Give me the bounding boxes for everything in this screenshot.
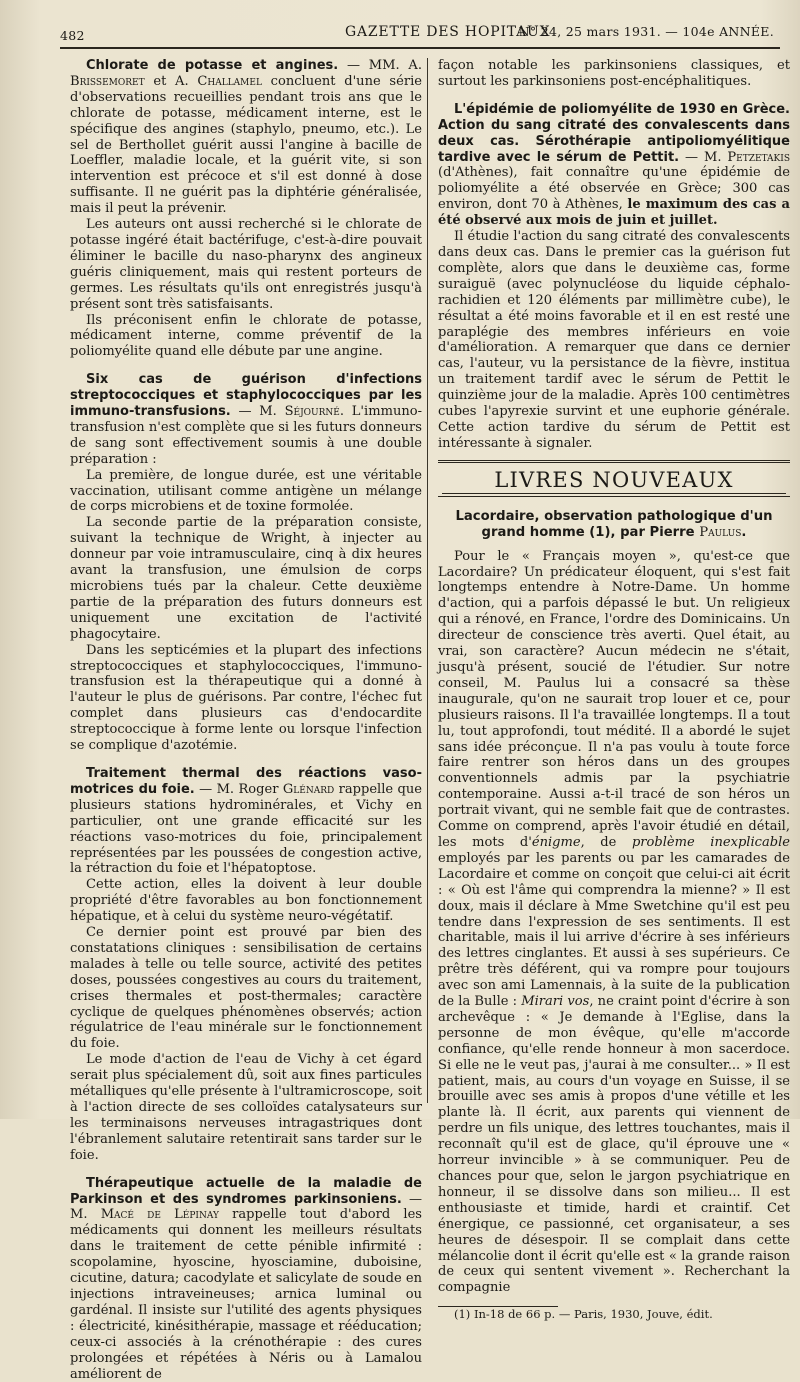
book-author: Paulus [699,524,742,540]
article-dash: — M. [70,1191,423,1223]
journal-title: GAZETTE DES HOPITAUX [345,24,551,40]
article-paragraph: . L'immuno-transfusion n'est complète que si les futurs donneurs de sang sont effectivement soumis à une double préparation : [70,404,423,467]
article-title: Chlorate de potasse et angines. [86,58,339,73]
book-title [438,509,790,541]
article-dash: — M. Roger [194,781,283,797]
article-author: Macé de Lépinay [100,1207,219,1223]
article-paragraph: façon notable les parkinsoniens classiques, et surtout les parkinsoniens post-encéphalitiques. [438,58,790,89]
issue-info: N° 24, 25 mars 1931. — 104e ANNÉE. [518,24,774,39]
article-title: Thérapeutique actuelle de la maladie de Parkinson et des syndromes parkinsoniens. [70,1175,422,1207]
article-paragraph: Ils préconisent enfin le chlorate de potasse, médicament interne, comme préventif de la poliomyélite quand elle débute par une angine. [70,312,422,360]
article-paragraph: La première, de longue durée, est une véritable vaccination, utilisant comme antigène un mélange de corps microbiens et de toxine formolée. [70,467,422,515]
article-paragraph: (d'Athènes), fait connaître qu'une épidémie de poliomyélite a été observée en Grèce; 300 cas environ, dont 70 à Athènes, [438,165,790,213]
article-parkinson [70,1176,422,1382]
column-divider [427,58,428,1103]
left-column [70,58,423,1382]
article-paragraph: Les auteurs ont aussi recherché si le chlorate de potasse ingéré était bactérifuge, c'est-à-dire pouvait éliminer le bacille du naso-pharynx des angineux guéris cliniquement, mais qui restent porteurs de germes. Les résultats qu'ils ont enregistrés jusqu'à présent sont très satisfaisants. [70,217,422,312]
article-paragraph: rappelle tout d'abord les médicaments qui donnent les meilleurs résultats dans le traitement de cette pénible infirmité : scopolamine, hyoscine, hyosciamine, duboisine, cicutine, datura; cacodylate et salicylate de soude en injections intraveineuses; arnica luminal ou gardénal. Il insiste sur l'utilité des agents physiques : électricité, kinésithérapie, massage et rééducation; ceux-ci associés à la crénothérapie : des cures prolongées et répétées à Néris ou à Lamalou améliorent de [70,1207,422,1382]
review-text: Pour le « Français moyen », qu'est-ce que Lacordaire? Un prédicateur éloquent, qui s'est fait longtemps entendre à Notre-Dame. Un homme d'action, qui a parfois dépassé le but. Un religieux qui a rénové, en France, l'ordre des Dominicains. Un directeur de conscience très averti. Quel était, au vrai, son caractère? Aucun médecin ne s'était, jusqu'à présent, soucié de l'étudier. Sur notre conseil, M. Paulus lui a consacré sa thèse inaugurale, qu'on ne saurait trop louer et ce, pour plusieurs raisons. Il l'a travaillée longtemps. Il a tout lu, tout approfondi, tout médité. Il a abordé le sujet sans idée préconçue. Il n'a pas voulu à toute force faire rentrer son héros dans un des groupes conventionnels admis par la psychiatrie contemporaine. Aussi a-t-il tracé de son héros un portrait vivant, qui ne semble fait que de contrastes. Comme on comprend, après l'avoir étudié en détail, les mots d' [438,548,790,850]
right-column [438,58,790,1322]
book-title-end: . [741,524,747,540]
article-chlorate [70,58,422,360]
article-dash: — M. [679,149,728,165]
article-dash: — MM. [338,58,409,73]
article-paragraph: Cette action, elles la doivent à leur double propriété d'être favorables au bon fonctionnement hépatique, et à celui du système neuro-végétatif. [70,877,422,925]
article-paragraph: La seconde partie de la préparation consiste, suivant la technique de Wright, à injecter au donneur par voie intramusculaire, cinq à dix heures avant la transfusion, une émulsion de corps microbiens tués par la chaleur. Cette deuxième partie de la préparation des futurs donneurs est uniquement une excitation de l'activité phagocytaire. [70,515,422,642]
article-author: Séjourné [284,404,340,420]
article-paragraph: concluent d'une série d'observations recueillies pendant trois ans que le chlorate de potasse, médicament interne, est le spécifique des angines (staphylo, pneumo, etc.). Le sel de Berthollet guérit aussi l'angine à bacille de Loeffler, maladie locale, et la guérit vite, si son intervention est précoce et s'il est donné à dose suffisante. Il ne guérit pas la diphtérie généralisée, mais il peut la prévenir. [70,73,422,217]
article-title: Traitement thermal des réactions vaso-motrices du foie. [70,765,422,797]
article-and: et A. [144,73,198,89]
footnote: (1) In-18 de 66 p. — Paris, 1930, Jouve, édit. [454,1307,713,1322]
article-paragraph: Dans les septicémies et la plupart des infections streptococciques et staphylococciques, l'immuno-transfusion est la thérapeutique qui a donné à l'auteur le plus de guérisons. Par contre, l'échec fut complet dans plusieurs cas d'endocardite streptococcique à forme lente ou lorsque l'infection se complique d'azotémie. [70,642,422,754]
article-author: A. Brissemoret [70,58,422,89]
review-text: , de [580,834,632,850]
review-italic: Mirari vos [521,994,590,1010]
review-italic: énigme [531,834,581,850]
article-paragraph: rappelle que plusieurs stations hydrominérales, et Vichy en particulier, ont une grande efficacité sur les réactions vaso-motrices du foie, principalement représentées par les poussées de congestion active, la rétraction du foie et l'hépatoptose. [70,781,422,877]
article-title: L'épidémie de poliomyélite de 1930 en Grèce. Action du sang citraté des convalescents dans deux cas. Sérothérapie antipoliomyélitique tardive avec le sérum de Pettit. [438,101,790,165]
article-poliomyelitis [438,102,790,452]
article-emphasis: le maximum des cas a été observé aux mois de juin et juillet. [438,197,790,229]
page-header [60,24,780,46]
article-immuno-transfusion [70,372,422,754]
article-author: Glénard [282,781,335,797]
article-author: Petzetakis [727,149,790,165]
article-paragraph: Il étudie l'action du sang citraté des convalescents dans deux cas. Dans le premier cas la guérison fut complète, alors que dans le deuxième cas, forme suraiguë (avec polynucléose du liquide céphalo-rachidien et 120 éléments par millimètre cube), le résultat a été moins favorable et il en est resté une paraplégie des membres inférieurs en voie d'amélioration. A remarquer que dans ce dernier cas, l'auteur, vu la persistance de la fièvre, institua un traitement tardif avec le sérum de Pettit le quinzième jour de la maladie. Après 100 centimètres cubes l'apyrexie survint et une euphorie générale. Cette action tardive du sérum de Pettit est intéressante à signaler. [438,229,790,451]
article-paragraph: Ce dernier point est prouvé par bien des constatations cliniques : sensibilisation de certains malades à telle ou telle source, activité des petites doses, poussées congestives au cours du traitement, crises thermales et post-thermales; caractère cyclique de quelques phénomènes observés; action régulatrice de l'eau minérale sur le fonctionnement du foie. [70,925,422,1052]
section-rule [438,496,790,497]
page-number: 482 [60,28,85,43]
article-paragraph: Le mode d'action de l'eau de Vichy à cet égard serait plus spécialement dû, soit aux fines particules métalliques qu'elle présente à l'ultramicroscope, soit à l'action directe de ses colloïdes catalysateurs sur les terminaisons nerveuses intragastriques dont l'ébranlement salutaire retentirait sans tarder sur le foie. [70,1052,422,1163]
review-text: employés par les parents ou par les camarades de Lacordaire et comme on conçoit que celui-ci ait écrit : « Où est l'âme qui comprendra la mienne? » Il est doux, mais il déclare à Mme Swetchine qu'il est peu tendre dans l'expression de ses sentiments. Il est charitable, mais il lui arrive d'écrire à ses inférieurs des lettres cinglantes. Et aussi à ses supérieurs. Ce prêtre très déférent, qui va rompre pour toujours avec son ami Lamennais, à la suite de la publication de la Bulle : [438,850,790,1010]
article-dash: — M. [230,404,285,420]
article-author: Challamel [197,73,262,89]
book-title-text: Lacordaire, observation pathologique d'un grand homme (1), par Pierre [455,508,773,540]
header-rule [60,47,780,49]
review-italic: problème inexplicable [631,834,790,850]
book-review [438,549,790,1297]
review-text: , ne craint point d'écrire à son archevêque : « Je demande à l'Eglise, dans la personne de mon évêque, qu'elle m'accorde confiance, qu'elle rende honneur à mon sacerdoce. Si elle ne le veut pas, j'aurai à me consulter... » Il est patient, mais, au cours d'un voyage en Suisse, il se brouille avec ses amis à propos d'une vétille et les plante là. Il écrit, aux parents qui viennent de perdre un fils unique, des lettres touchantes, mais il reconnaît qu'il est de glace, qu'il éprouve une « horreur invincible » à se communiquer. Peu de chances pour que, selon le jargon psychiatrique en honneur, il se dissolve dans son milieu... Il est enthousiaste et timide, hardi et craintif. Cet énergique, ce passionné, cet organisateur, a ses heures de désespoir. Il se complait dans cette mélancolie dont il écrit qu'elle est « la grande raison de ceux qui sentent vivement ». Recherchant la compagnie [438,994,790,1296]
section-rule [438,460,790,463]
section-heading: LIVRES NOUVEAUX [442,473,786,494]
article-title: Six cas de guérison d'infections streptococciques et staphylococciques par les immuno-transfusions. [70,372,422,420]
article-thermal [70,766,422,1164]
